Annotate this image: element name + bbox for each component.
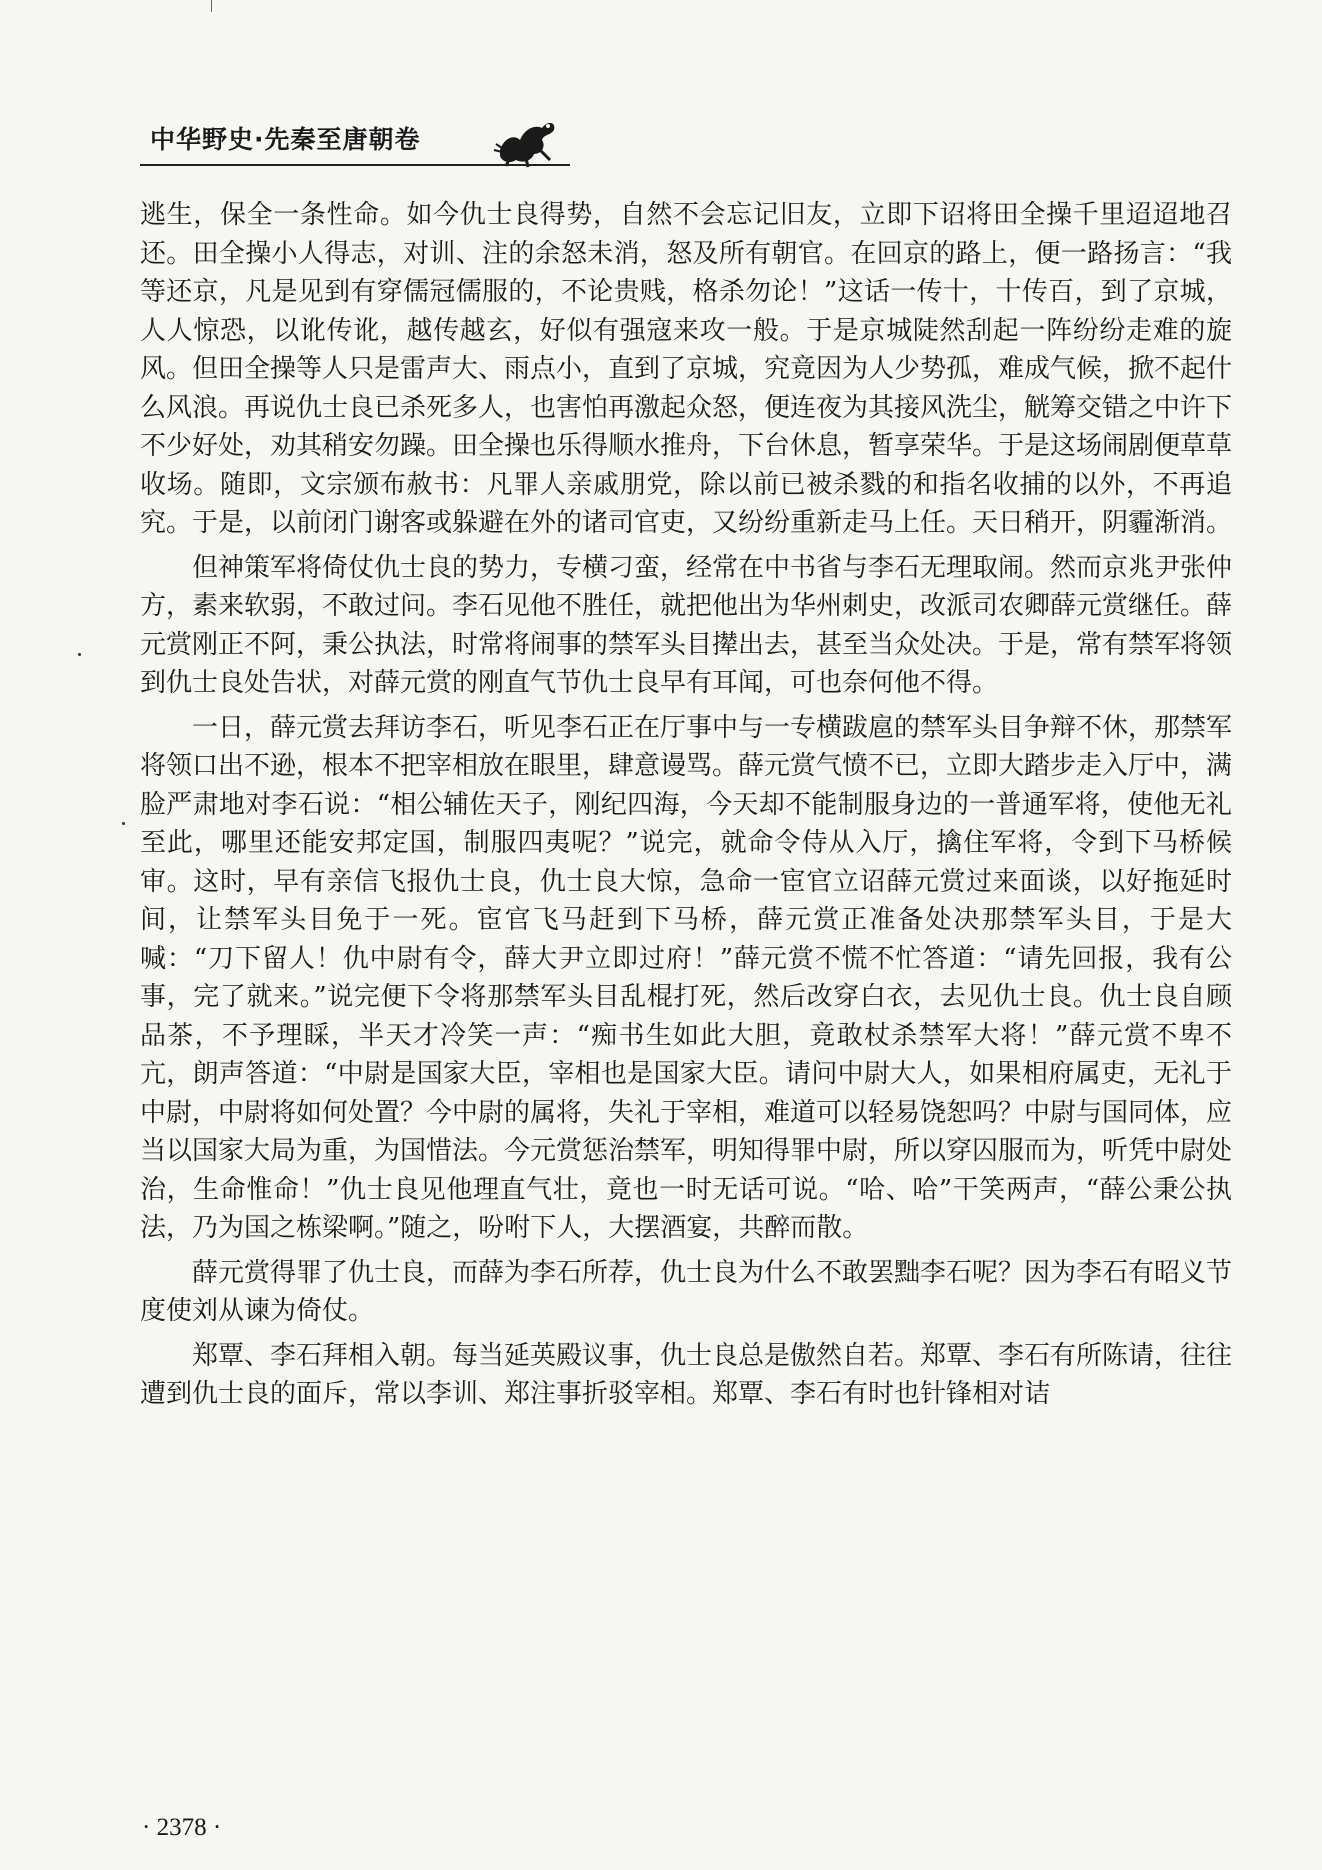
scan-speck xyxy=(78,653,81,656)
paragraph: 逃生，保全一条性命。如今仇士良得势，自然不会忘记旧友，立即下诏将田全操千里迢迢地召还。田全操小人得志，对训、注的余怒未消，怒及所有朝官。在回京的路上，便一路扬言：“我等还京，凡是见到有穿儒冠儒服的，不论贵贱，格杀勿论！”这话一传十，十传百，到了京城，人人惊恐，以讹传讹，越传越玄，好似有强寇来攻一般。于是京城陡然刮起一阵纷纷走难的旋风。但田全操等人只是雷声大、雨点小，直到了京城，究竟因为人少势孤，难成气候，掀不起什么风浪。再说仇士良已杀死多人，也害怕再激起众怒，便连夜为其接风洗尘，觥筹交错之中许下不少好处，劝其稍安勿躁。田全操也乐得顺水推舟，下台休息，暂享荣华。于是这场闹剧便草草收场。随即，文宗颁布赦书：凡罪人亲戚朋党，除以前已被杀戮的和指名收捕的以外，不再追究。于是，以前闭门谢客或躲避在外的诸司官吏，又纷纷重新走马上任。天日稍开，阴霾渐消。 xyxy=(140,200,1233,538)
scan-speck xyxy=(122,822,125,825)
running-header-title: 中华野史·先秦至唐朝卷 xyxy=(150,125,421,154)
paragraph: 薛元赏得罪了仇士良，而薛为李石所荐，仇士良为什么不敢罢黜李石呢？因为李石有昭义节度使刘从谏为倚仗。 xyxy=(140,1257,1233,1326)
crop-mark xyxy=(211,0,212,12)
paragraph: 一日，薛元赏去拜访李石，听见李石正在厅事中与一专横跋扈的禁军头目争辩不休，那禁军将领口出不逊，根本不把宰相放在眼里，肆意谩骂。薛元赏气愤不已，立即大踏步走入厅中，满脸严肃地对李石说：“相公辅佐天子，刚纪四海，今天却不能制服身边的一普通军将，使他无礼至此，哪里还能安邦定国，制服四夷呢？”说完，就命令侍从入厅，擒住军将，令到下马桥候审。这时，早有亲信飞报仇士良，仇士良大惊，急命一宦官立诏薛元赏过来面谈，以好拖延时间，让禁军头目免于一死。宦官飞马赶到下马桥，薛元赏正准备处决那禁军头目，于是大喊：“刀下留人！仇中尉有令，薛大尹立即过府！”薛元赏不慌不忙答道：“请先回报，我有公事，完了就来。”说完便下令将那禁军头目乱棍打死，然后改穿白衣，去见仇士良。仇士良自顾品茶，不予理睬，半天才冷笑一声：“痴书生如此大胆，竟敢杖杀禁军大将！”薛元赏不卑不亢，朗声答道：“中尉是国家大臣，宰相也是国家大臣。请问中尉大人，如果相府属吏，无礼于中尉，中尉将如何处置？今中尉的属将，失礼于宰相，难道可以轻易饶恕吗？中尉与国同体，应当以国家大局为重，为国惜法。今元赏惩治禁军，明知得罪中尉，所以穿囚服而为，听凭中尉处治，生命惟命！”仇士良见他理直气壮，竟也一时无话可说。“哈、哈”干笑两声，“薛公秉公执法，乃为国之栋梁啊。”随之，吩咐下人，大摆酒宴，共醉而散。 xyxy=(140,712,1233,1243)
paragraph: 郑覃、李石拜相入朝。每当延英殿议事，仇士良总是傲然自若。郑覃、李石有所陈请，往往遭到仇士良的面斥，常以李训、郑注事折驳宰相。郑覃、李石有时也针锋相对诘 xyxy=(140,1340,1233,1409)
dragon-emblem-icon xyxy=(492,110,560,168)
page-number: · 2378 · xyxy=(142,1814,222,1841)
paragraph: 但神策军将倚仗仇士良的势力，专横刁蛮，经常在中书省与李石无理取闹。然而京兆尹张仲方，素来软弱，不敢过问。李石见他不胜任，就把他出为华州刺史，改派司农卿薛元赏继任。薛元赏刚正不阿，秉公执法，时常将闹事的禁军头目撵出去，甚至当众处决。于是，常有禁军将领到仇士良处告状，对薛元赏的刚直气节仇士良早有耳闻，可也奈何他不得。 xyxy=(140,552,1233,698)
header-rule xyxy=(140,164,570,166)
body-text xyxy=(140,196,1232,1420)
